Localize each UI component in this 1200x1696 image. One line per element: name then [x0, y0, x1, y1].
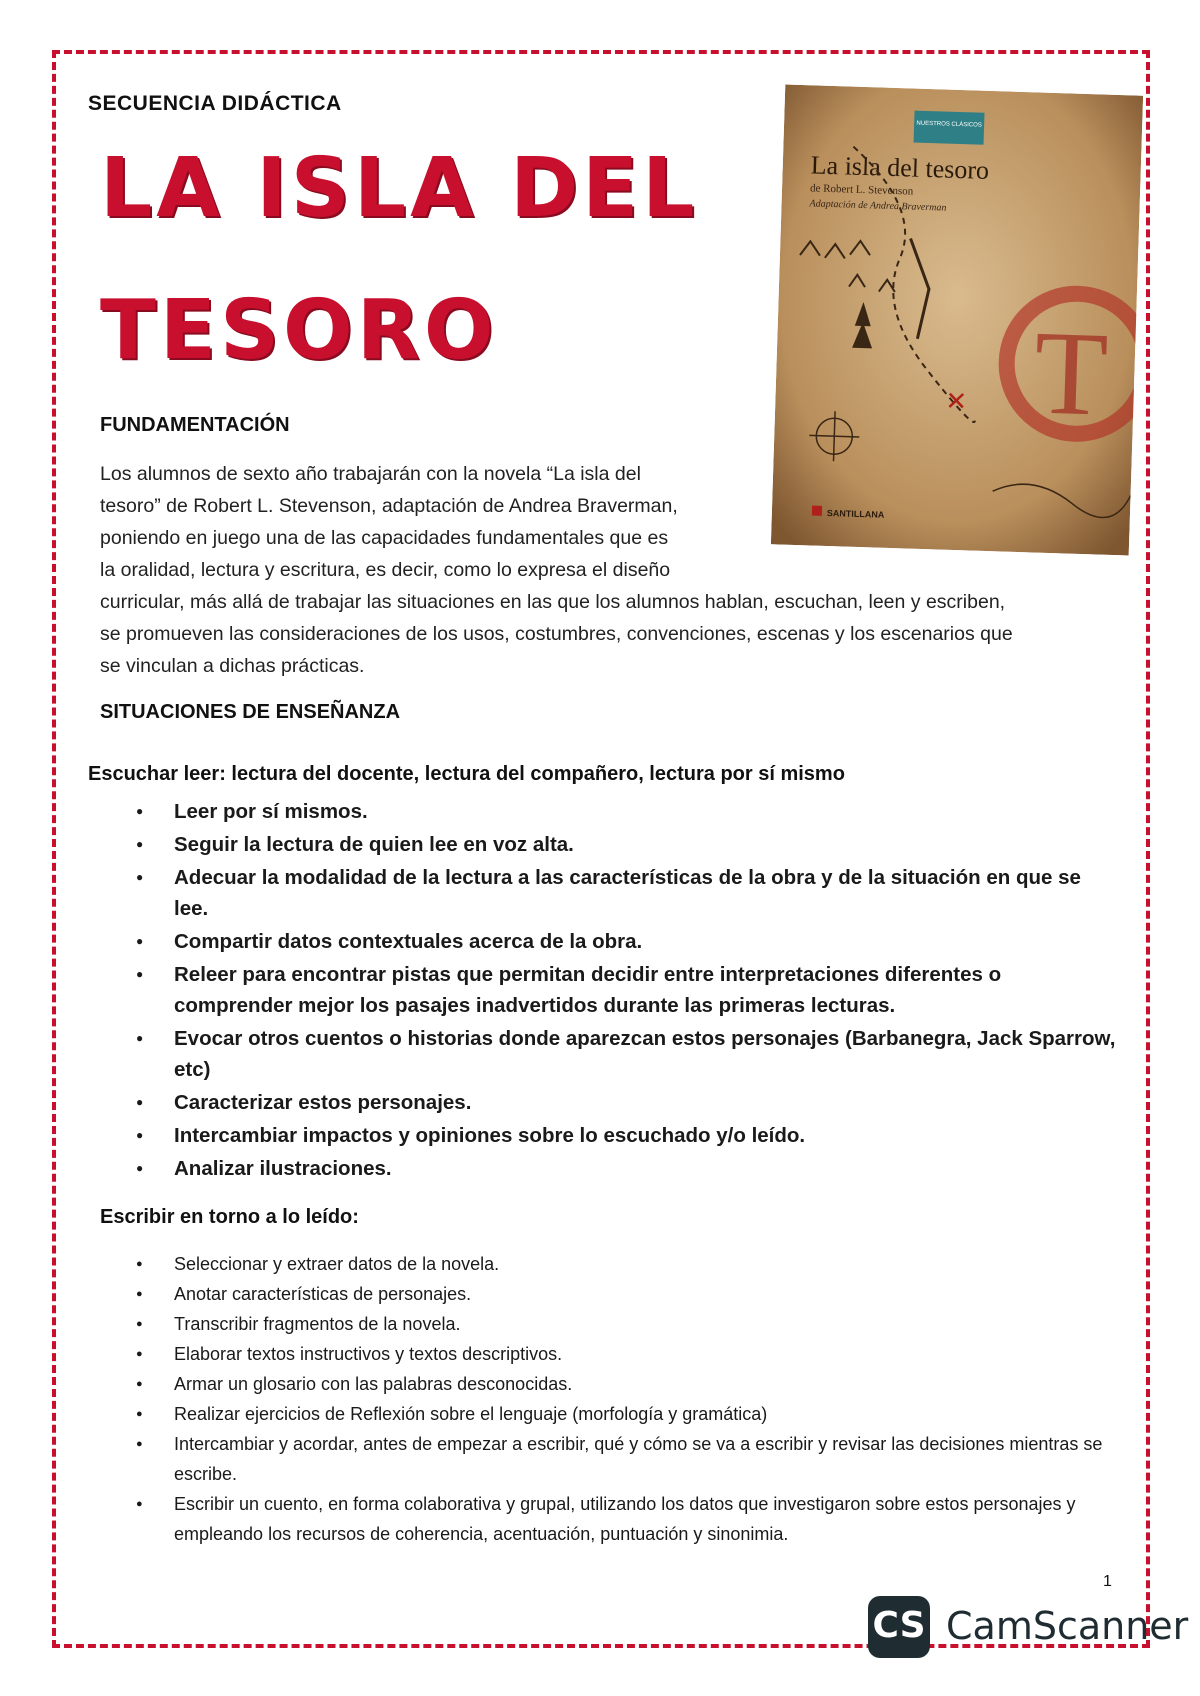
paragraph-line: Los alumnos de sexto año trabajarán con la novela “La isla del: [100, 463, 641, 485]
paragraph-line: la oralidad, lectura y escritura, es decir, como lo expresa el diseño: [100, 559, 671, 581]
fundamentacion-paragraph: [100, 458, 1120, 682]
cover-publisher: SANTILLANA: [826, 508, 885, 520]
list-item: ● Compartir datos contextuales acerca de la obra.: [136, 926, 1116, 957]
list-item: ● Intercambiar impactos y opiniones sobre lo escuchado y/o leído.: [136, 1120, 1116, 1151]
list-item: ● Elaborar textos instructivos y textos descriptivos.: [136, 1339, 1116, 1369]
list-item: ● Analizar ilustraciones.: [136, 1153, 1116, 1184]
section-heading-fundamentacion: FUNDAMENTACIÓN: [100, 414, 290, 436]
list-item: ● Releer para encontrar pistas que permitan decidir entre interpretaciones diferentes o comprender mejor los pasajes inadvertidos durante las primeras lecturas.: [136, 959, 1116, 1021]
paragraph-line: se vinculan a dichas prácticas.: [100, 655, 365, 677]
title-line-1: LA ISLA DEL: [100, 141, 699, 236]
escuchar-list: [136, 796, 1116, 1186]
camscanner-logo-icon: CS: [868, 1596, 930, 1658]
list-item: ● Seguir la lectura de quien lee en voz alta.: [136, 829, 1116, 860]
cover-title: La isla del tesoro: [810, 150, 990, 185]
camscanner-wordmark: CamScanner: [946, 1604, 1189, 1648]
list-item: ● Seleccionar y extraer datos de la novela.: [136, 1249, 1116, 1279]
list-item: ● Adecuar la modalidad de la lectura a las características de la obra y de la situación en que se lee.: [136, 862, 1116, 924]
page-number: 1: [1103, 1573, 1112, 1590]
list-item: ● Transcribir fragmentos de la novela.: [136, 1309, 1116, 1339]
list-item: ● Escribir un cuento, en forma colaborativa y grupal, utilizando los datos que investigaron sobre estos personajes y empleando los recursos de coherencia, acentuación, puntuación y sinonimia.: [136, 1489, 1116, 1549]
paragraph-line: se promueven las consideraciones de los usos, costumbres, convenciones, escenas y los escenarios que: [100, 623, 1013, 645]
document-kicker: SECUENCIA DIDÁCTICA: [88, 92, 342, 115]
list-item: ● Anotar características de personajes.: [136, 1279, 1116, 1309]
list-item: ● Realizar ejercicios de Reflexión sobre el lenguaje (morfología y gramática): [136, 1399, 1116, 1429]
paragraph-line: tesoro” de Robert L. Stevenson, adaptación de Andrea Braverman,: [100, 495, 678, 517]
cover-adaptation: Adaptación de Andrea Braverman: [809, 198, 947, 214]
list-item: ● Intercambiar y acordar, antes de empezar a escribir, qué y cómo se va a escribir y revisar las decisiones mientras se escribe.: [136, 1429, 1116, 1489]
list-item: ● Caracterizar estos personajes.: [136, 1087, 1116, 1118]
svg-text:✕: ✕: [944, 386, 968, 418]
list-item: ● Armar un glosario con las palabras desconocidas.: [136, 1369, 1116, 1399]
paragraph-line: curricular, más allá de trabajar las situaciones en las que los alumnos hablan, escuchan, leen y escriben,: [100, 591, 1006, 613]
list-item: ● Leer por sí mismos.: [136, 796, 1116, 827]
title-line-2: TESORO: [100, 283, 498, 378]
subheading-escribir: Escribir en torno a lo leído:: [100, 1206, 359, 1228]
section-heading-situaciones: SITUACIONES DE ENSEÑANZA: [100, 701, 401, 723]
cover-collection: NUESTROS CLÁSICOS: [916, 120, 982, 129]
list-item: ● Evocar otros cuentos o historias donde aparezcan estos personajes (Barbanegra, Jack Sparrow, etc): [136, 1023, 1116, 1085]
subheading-escuchar-leer: Escuchar leer: lectura del docente, lectura del compañero, lectura por sí mismo: [88, 763, 845, 785]
escribir-list: [136, 1249, 1116, 1549]
svg-text:T: T: [1032, 305, 1110, 441]
paragraph-line: poniendo en juego una de las capacidades fundamentales que es: [100, 527, 669, 549]
cover-author: de Robert L. Stevenson: [809, 182, 914, 198]
